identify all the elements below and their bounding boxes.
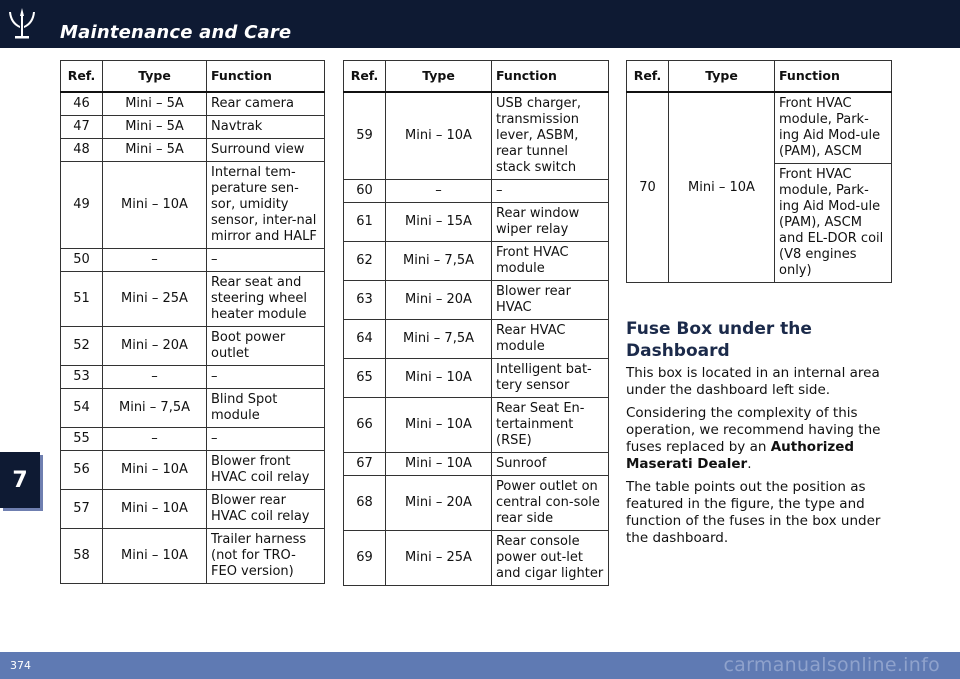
function-cell: Boot power outlet <box>207 327 325 366</box>
column-header-type: Type <box>386 61 492 93</box>
ref-cell: 57 <box>61 490 103 529</box>
ref-cell: 56 <box>61 451 103 490</box>
type-cell: – <box>103 428 207 451</box>
ref-cell: 54 <box>61 389 103 428</box>
chapter-tab[interactable]: 7 <box>0 452 40 508</box>
ref-cell: 53 <box>61 366 103 389</box>
function-cell: Front HVAC module, Park-ing Aid Mod-ule (PAM), ASCM and EL-DOR coil (V8 engines only) <box>775 164 892 283</box>
trident-logo-icon <box>6 6 38 42</box>
type-cell: Mini – 10A <box>103 451 207 490</box>
column-header-ref: Ref. <box>627 61 669 93</box>
table-row <box>344 359 609 398</box>
ref-cell: 47 <box>61 116 103 139</box>
table-row <box>344 320 609 359</box>
column-header-ref: Ref. <box>61 61 103 93</box>
dashboard-fuse-box-section <box>626 318 894 553</box>
column-header-function: Function <box>207 61 325 93</box>
ref-cell: 63 <box>344 281 386 320</box>
table-row <box>61 366 325 389</box>
type-cell: Mini – 10A <box>386 92 492 180</box>
function-cell: Blower rear HVAC <box>492 281 609 320</box>
type-cell: Mini – 10A <box>669 92 775 283</box>
type-cell: Mini – 25A <box>103 272 207 327</box>
table-row <box>61 490 325 529</box>
table-row <box>61 428 325 451</box>
function-cell: Power outlet on central con-sole rear side <box>492 476 609 531</box>
table-row <box>344 203 609 242</box>
function-cell: Rear camera <box>207 92 325 116</box>
table-row <box>344 242 609 281</box>
function-cell: Blower rear HVAC coil relay <box>207 490 325 529</box>
function-cell: Front HVAC module, Park-ing Aid Mod-ule (PAM), ASCM <box>775 92 892 164</box>
ref-cell: 68 <box>344 476 386 531</box>
recommendation-end: . <box>747 456 752 472</box>
type-cell: Mini – 10A <box>386 359 492 398</box>
ref-cell: 69 <box>344 531 386 586</box>
type-cell: Mini – 15A <box>386 203 492 242</box>
ref-cell: 66 <box>344 398 386 453</box>
function-cell: Trailer harness (not for TRO-FEO version) <box>207 529 325 584</box>
type-cell: Mini – 10A <box>386 398 492 453</box>
ref-cell: 60 <box>344 180 386 203</box>
table-row <box>344 476 609 531</box>
table-row <box>344 398 609 453</box>
table-row <box>61 272 325 327</box>
column-header-function: Function <box>492 61 609 93</box>
table-row <box>61 529 325 584</box>
type-cell: Mini – 10A <box>103 162 207 249</box>
type-cell: Mini – 5A <box>103 92 207 116</box>
table-row <box>344 92 609 180</box>
function-cell: Navtrak <box>207 116 325 139</box>
function-cell: Rear seat and steering wheel heater module <box>207 272 325 327</box>
table-row <box>61 162 325 249</box>
type-cell: Mini – 20A <box>103 327 207 366</box>
function-cell: – <box>207 366 325 389</box>
ref-cell: 50 <box>61 249 103 272</box>
ref-cell: 46 <box>61 92 103 116</box>
type-cell: Mini – 5A <box>103 116 207 139</box>
table-row <box>344 453 609 476</box>
function-cell: Rear HVAC module <box>492 320 609 359</box>
fuse-table-3 <box>626 60 892 283</box>
type-cell: Mini – 10A <box>103 529 207 584</box>
table-row <box>61 116 325 139</box>
section-paragraph-recommendation <box>626 405 894 473</box>
ref-cell: 67 <box>344 453 386 476</box>
ref-cell: 52 <box>61 327 103 366</box>
table-row <box>61 92 325 116</box>
function-cell: Rear window wiper relay <box>492 203 609 242</box>
function-cell: Internal tem-perature sen-sor, umidity sensor, inter-nal mirror and HALF <box>207 162 325 249</box>
function-cell: – <box>207 428 325 451</box>
ref-cell: 48 <box>61 139 103 162</box>
type-cell: Mini – 7,5A <box>103 389 207 428</box>
page-title: Maintenance and Care <box>60 22 292 43</box>
fuse-table-1 <box>60 60 325 584</box>
function-cell: Blind Spot module <box>207 389 325 428</box>
type-cell: Mini – 20A <box>386 476 492 531</box>
section-paragraph-table-info: The table points out the position as featured in the figure, the type and function of the fuses in the box under the dashboard. <box>626 479 881 546</box>
function-cell: Rear Seat En-tertainment (RSE) <box>492 398 609 453</box>
function-cell: – <box>492 180 609 203</box>
type-cell: Mini – 7,5A <box>386 242 492 281</box>
type-cell: Mini – 20A <box>386 281 492 320</box>
type-cell: Mini – 5A <box>103 139 207 162</box>
function-cell: Sunroof <box>492 453 609 476</box>
function-cell: Surround view <box>207 139 325 162</box>
function-cell: – <box>207 249 325 272</box>
table-row <box>61 451 325 490</box>
table-row <box>344 180 609 203</box>
type-cell: Mini – 10A <box>386 453 492 476</box>
type-cell: – <box>103 249 207 272</box>
authorized-dealer-text: Authorized Maserati Dealer <box>626 439 855 472</box>
type-cell: Mini – 10A <box>103 490 207 529</box>
section-heading: Fuse Box under the Dashboard <box>626 319 812 361</box>
ref-cell: 70 <box>627 92 669 283</box>
column-header-type: Type <box>669 61 775 93</box>
table-row <box>61 249 325 272</box>
page-header <box>0 0 960 48</box>
page-number: 374 <box>10 659 31 672</box>
column-header-ref: Ref. <box>344 61 386 93</box>
ref-cell: 49 <box>61 162 103 249</box>
type-cell: – <box>103 366 207 389</box>
fuse-table-2-body <box>344 92 609 586</box>
column-header-type: Type <box>103 61 207 93</box>
section-paragraph-location: This box is located in an internal area under the dashboard left side. <box>626 365 880 398</box>
function-cell: USB charger, transmission lever, ASBM, rear tunnel stack switch <box>492 92 609 180</box>
type-cell: – <box>386 180 492 203</box>
table-row <box>627 92 892 164</box>
column-header-function: Function <box>775 61 892 93</box>
table-row <box>61 389 325 428</box>
ref-cell: 62 <box>344 242 386 281</box>
function-cell: Blower front HVAC coil relay <box>207 451 325 490</box>
table-row <box>344 531 609 586</box>
ref-cell: 64 <box>344 320 386 359</box>
table-row <box>61 139 325 162</box>
ref-cell: 58 <box>61 529 103 584</box>
function-cell: Intelligent bat-tery sensor <box>492 359 609 398</box>
function-cell: Front HVAC module <box>492 242 609 281</box>
ref-cell: 55 <box>61 428 103 451</box>
fuse-table-2 <box>343 60 609 586</box>
watermark: carmanualsonline.info <box>723 654 940 676</box>
type-cell: Mini – 25A <box>386 531 492 586</box>
ref-cell: 51 <box>61 272 103 327</box>
type-cell: Mini – 7,5A <box>386 320 492 359</box>
page-footer <box>0 652 960 679</box>
table-row <box>61 327 325 366</box>
recommendation-text: Considering the complexity of this operation, we recommend having the fuses replaced by an <box>626 405 881 455</box>
ref-cell: 61 <box>344 203 386 242</box>
function-cell: Rear console power out-let and cigar lighter <box>492 531 609 586</box>
ref-cell: 59 <box>344 92 386 180</box>
table-row <box>344 281 609 320</box>
fuse-table-1-body <box>61 92 325 584</box>
ref-cell: 65 <box>344 359 386 398</box>
